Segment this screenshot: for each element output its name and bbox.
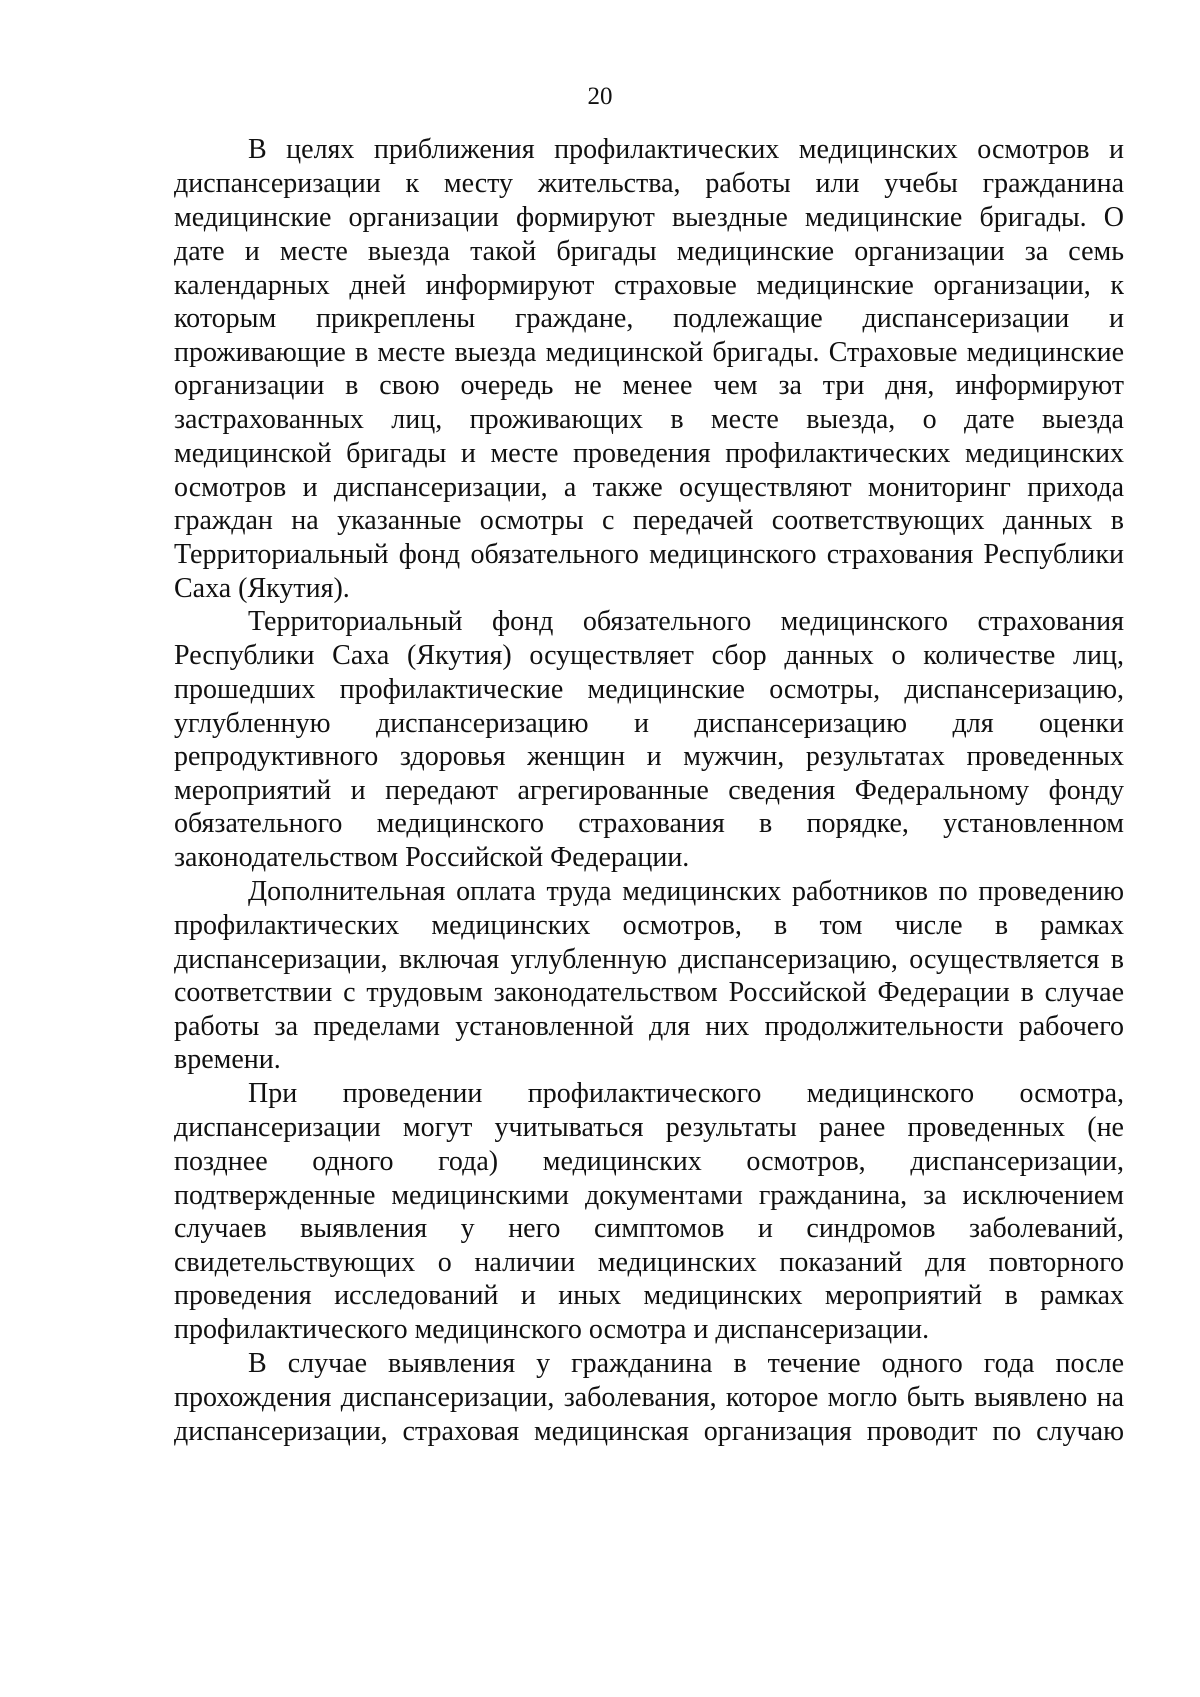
text-line: соответствии с трудовым законодательством Российской Федерации в случае xyxy=(174,977,1124,1008)
text-line: Дополнительная оплата труда медицинских работников по проведению xyxy=(248,876,1124,907)
text-line: Саха (Якутия). xyxy=(174,573,350,604)
text-line: медицинские организации формируют выездные медицинские бригады. О xyxy=(174,202,1124,233)
text-line: углубленную диспансеризацию и диспансеризацию для оценки xyxy=(174,708,1124,739)
text-line: граждан на указанные осмотры с передачей соответствующих данных в xyxy=(174,505,1124,536)
text-line: диспансеризации, страховая медицинская организация проводит по случаю xyxy=(174,1416,1124,1447)
text-line: случаев выявления у него симптомов и синдромов заболеваний, xyxy=(174,1213,1124,1244)
text-line: медицинской бригады и месте проведения профилактических медицинских xyxy=(174,438,1124,469)
text-line: застрахованных лиц, проживающих в месте выезда, о дате выезда xyxy=(174,404,1124,435)
text-line: которым прикреплены граждане, подлежащие диспансеризации и xyxy=(174,303,1124,334)
text-line: репродуктивного здоровья женщин и мужчин, результатах проведенных xyxy=(174,741,1124,772)
text-line: профилактического медицинского осмотра и диспансеризации. xyxy=(174,1314,930,1345)
text-line: работы за пределами установленной для них продолжительности рабочего xyxy=(174,1011,1124,1042)
text-line: прохождения диспансеризации, заболевания, которое могло быть выявлено на xyxy=(174,1382,1124,1413)
text-line: Республики Саха (Якутия) осуществляет сбор данных о количестве лиц, xyxy=(174,640,1124,671)
text-line: законодательством Российской Федерации. xyxy=(174,842,690,873)
text-line: профилактических медицинских осмотров, в том числе в рамках xyxy=(174,910,1124,941)
text-line: Территориальный фонд обязательного медицинского страхования Республики xyxy=(174,539,1124,570)
text-line: подтвержденные медицинскими документами гражданина, за исключением xyxy=(174,1180,1124,1211)
text-line: времени. xyxy=(174,1044,281,1075)
page-number: 20 xyxy=(587,83,613,110)
text-line: мероприятий и передают агрегированные сведения Федеральному фонду xyxy=(174,775,1124,806)
text-line: В целях приближения профилактических медицинских осмотров и xyxy=(248,134,1124,165)
text-line: дате и месте выезда такой бригады медицинские организации за семь xyxy=(174,236,1124,267)
text-line: диспансеризации к месту жительства, работы или учебы гражданина xyxy=(174,168,1124,199)
text-line: диспансеризации могут учитываться результаты ранее проведенных (не xyxy=(174,1112,1124,1143)
text-line: календарных дней информируют страховые медицинские организации, к xyxy=(174,270,1124,301)
text-line: Территориальный фонд обязательного медицинского страхования xyxy=(248,606,1124,637)
text-line: обязательного медицинского страхования в порядке, установленном xyxy=(174,808,1124,839)
text-line: При проведении профилактического медицинского осмотра, xyxy=(248,1078,1124,1109)
text-line: проживающие в месте выезда медицинской бригады. Страховые медицинские xyxy=(174,337,1124,368)
text-line: свидетельствующих о наличии медицинских показаний для повторного xyxy=(174,1247,1124,1278)
text-line: организации в свою очередь не менее чем за три дня, информируют xyxy=(174,370,1124,401)
text-line: позднее одного года) медицинских осмотров, диспансеризации, xyxy=(174,1146,1124,1177)
text-line: В случае выявления у гражданина в течение одного года после xyxy=(248,1348,1124,1379)
text-line: проведения исследований и иных медицинских мероприятий в рамках xyxy=(174,1280,1124,1311)
text-line: прошедших профилактические медицинские осмотры, диспансеризацию, xyxy=(174,674,1124,705)
text-line: осмотров и диспансеризации, а также осуществляют мониторинг прихода xyxy=(174,472,1124,503)
text-line: диспансеризации, включая углубленную диспансеризацию, осуществляется в xyxy=(174,944,1124,975)
